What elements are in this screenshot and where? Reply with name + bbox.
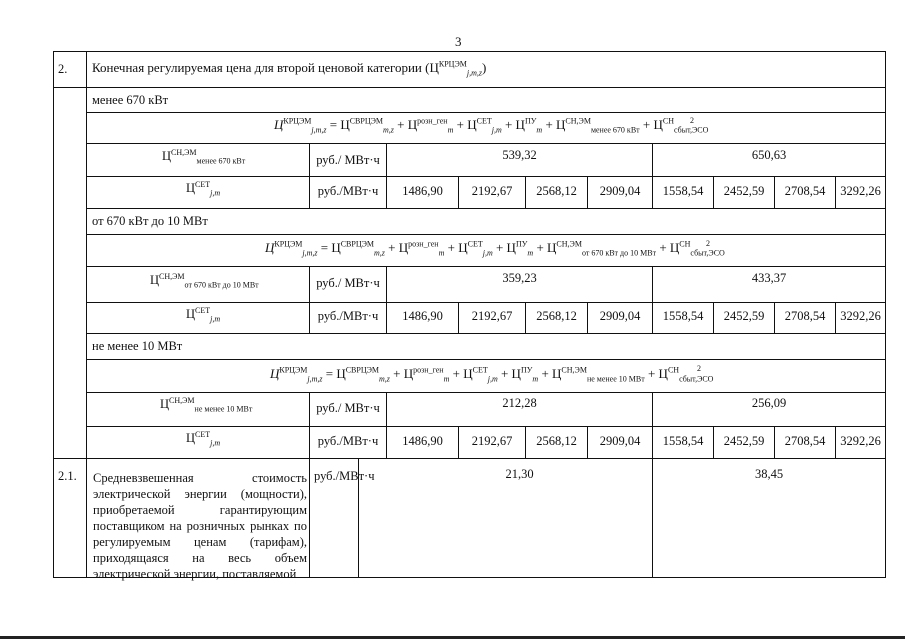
section-title: Конечная регулируемая цена для второй ценовой категории $(Ц^{КРЦЭМ}_{j,m,z})$: [92, 59, 487, 78]
sn-value: 256,09: [751, 396, 787, 410]
unit: руб./ МВт·ч: [316, 276, 380, 290]
sn-label: $Ц^{СН,ЭМ}_{от 670 кВт до 10 МВт}$: [150, 271, 259, 290]
formula: $Ц^{КРЦЭМ}_{j,m,z} = Ц^{СВРЦЭМ}_{m,z} + Ц^{розн\_ген}_m + Ц^{СЕТ}_{j,m} + Ц^{ПУ}_m + Ц^{СН,ЭМ}_{не менее 10 МВт} + Ц^{СН}_{сбыт,ЭСО}$: [270, 365, 714, 384]
set-value: 3292,26: [840, 184, 881, 198]
sn-label: $Ц^{СН,ЭМ}_{менее 670 кВт}$: [162, 147, 246, 166]
section-description: Средневзвешенная стоимость электрической энергии (мощности), приобретаемой гарантирующим поставщиком на розничных рынках по регулируемым ценам (тарифам), приходящаяся на весь объем электрической энергии, поставляемой: [93, 471, 307, 581]
set-value: 1486,90: [402, 184, 443, 198]
set-value: 2568,12: [536, 184, 577, 198]
set-value: 2909,04: [599, 184, 641, 198]
set-value: 2708,54: [784, 184, 826, 198]
set-value: 1558,54: [662, 184, 704, 198]
set-label: $Ц^{СЕТ}_{j,m}$: [186, 305, 221, 324]
set-value: 2452,59: [723, 434, 765, 448]
formula: $Ц^{КРЦЭМ}_{j,m,z} = Ц^{СВРЦЭМ}_{m,z} + Ц^{розн\_ген}_m + Ц^{СЕТ}_{j,m} + Ц^{ПУ}_m + Ц^{СН,ЭМ}_{менее 670 кВт} + Ц^{СН}_{сбыт,ЭСО}$: [274, 116, 709, 135]
set-value: 2452,59: [723, 309, 765, 323]
avg-value: 21,30: [505, 467, 534, 481]
unit: руб./ МВт·ч: [316, 401, 380, 415]
unit: руб./ МВт·ч: [316, 153, 380, 167]
set-value: 2192,67: [471, 434, 513, 448]
sn-value: 650,63: [751, 148, 787, 162]
formula: $Ц^{КРЦЭМ}_{j,m,z} = Ц^{СВРЦЭМ}_{m,z} + Ц^{розн\_ген}_m + Ц^{СЕТ}_{j,m} + Ц^{ПУ}_m + Ц^{СН,ЭМ}_{от 670 кВт до 10 МВт} + Ц^{СН}_{сбыт,ЭСО}$: [265, 239, 725, 258]
set-value: 2192,67: [471, 309, 513, 323]
sn-value: 359,23: [502, 271, 537, 285]
set-value: 2708,54: [784, 309, 826, 323]
page-bottom-edge: [0, 636, 905, 639]
avg-value: 38,45: [754, 467, 784, 481]
sn-value: 433,37: [751, 271, 787, 285]
footnote-mark: 2: [697, 364, 701, 373]
set-value: 2708,54: [784, 434, 826, 448]
set-value: 3292,26: [840, 434, 881, 448]
unit: руб./МВт·ч: [317, 309, 379, 323]
sn-value: 539,32: [502, 148, 537, 162]
set-value: 3292,26: [840, 309, 881, 323]
set-value: 1558,54: [662, 434, 704, 448]
set-value: 1486,90: [402, 309, 443, 323]
group-heading: не менее 10 МВт: [92, 339, 183, 353]
footnote-mark: 2: [690, 116, 694, 125]
sn-label: $Ц^{СН,ЭМ}_{не менее 10 МВт}$: [160, 395, 253, 414]
unit: руб./МВт·ч: [314, 469, 375, 483]
set-label: $Ц^{СЕТ}_{j,m}$: [186, 179, 221, 198]
footnote-mark: 2: [706, 239, 710, 248]
set-value: 2452,59: [723, 184, 765, 198]
group-heading: менее 670 кВт: [92, 93, 169, 107]
unit: руб./МВт·ч: [317, 434, 379, 448]
set-value: 1558,54: [662, 309, 704, 323]
section-number: 2.1.: [58, 469, 77, 483]
set-value: 2909,04: [599, 309, 641, 323]
sn-value: 212,28: [502, 396, 537, 410]
set-value: 1486,90: [402, 434, 443, 448]
group-heading: от 670 кВт до 10 МВт: [92, 214, 208, 228]
section-number: 2.: [58, 62, 68, 76]
page-number: 3: [455, 34, 462, 49]
set-value: 2909,04: [599, 434, 641, 448]
set-label: $Ц^{СЕТ}_{j,m}$: [186, 429, 221, 448]
set-value: 2568,12: [536, 309, 577, 323]
set-value: 2568,12: [536, 434, 577, 448]
unit: руб./МВт·ч: [317, 184, 379, 198]
set-value: 2192,67: [471, 184, 513, 198]
